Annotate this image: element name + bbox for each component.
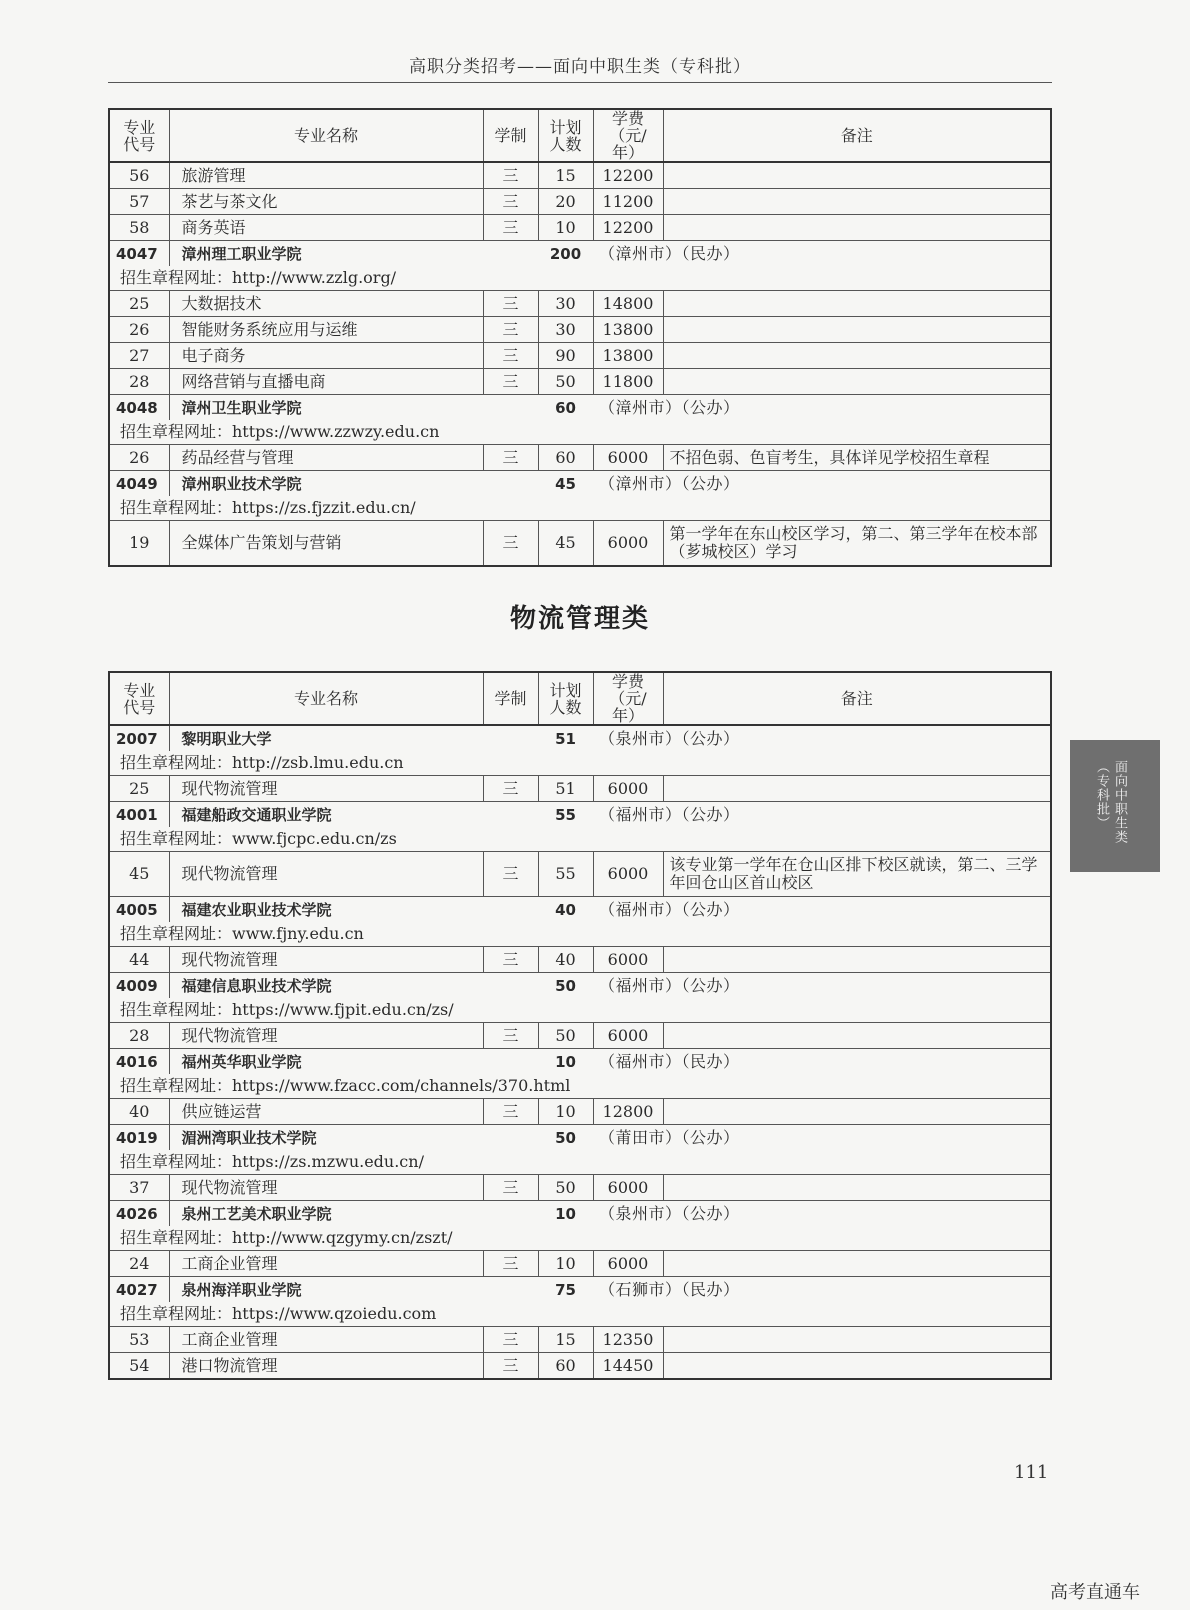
school-plan-count: 45 [538, 471, 593, 497]
major-plan: 10 [538, 1099, 593, 1125]
school-blank [483, 1125, 538, 1151]
school-plan-count: 10 [538, 1201, 593, 1227]
col-header-note: 备注 [663, 672, 1051, 725]
major-fee: 13800 [593, 317, 663, 343]
major-row [109, 291, 1051, 317]
major-code: 54 [109, 1353, 169, 1380]
major-plan: 50 [538, 369, 593, 395]
major-system: 三 [483, 317, 538, 343]
major-name: 电子商务 [169, 343, 483, 369]
school-row [109, 1125, 1051, 1151]
school-blank [483, 725, 538, 751]
school-blank [483, 1201, 538, 1227]
major-system: 三 [483, 1099, 538, 1125]
major-name: 现代物流管理 [169, 776, 483, 802]
major-fee: 12350 [593, 1327, 663, 1353]
major-system: 三 [483, 1175, 538, 1201]
table-header-row [109, 672, 1051, 725]
school-code: 4005 [109, 897, 169, 923]
admissions-table-1 [108, 108, 1052, 567]
major-note [663, 1327, 1051, 1353]
school-blank [483, 395, 538, 421]
school-plan-count: 51 [538, 725, 593, 751]
major-system: 三 [483, 1327, 538, 1353]
major-row [109, 189, 1051, 215]
school-website-row [109, 496, 1051, 521]
watermark: 高考直通车 [1050, 1582, 1140, 1603]
major-row [109, 445, 1051, 471]
col-header-system: 学制 [483, 109, 538, 162]
major-fee: 14450 [593, 1353, 663, 1380]
school-website-row [109, 751, 1051, 776]
major-note [663, 1099, 1051, 1125]
major-fee: 6000 [593, 521, 663, 567]
school-plan-count: 40 [538, 897, 593, 923]
major-row [109, 1251, 1051, 1277]
major-fee: 6000 [593, 1175, 663, 1201]
school-website: 招生章程网址：www.fjny.edu.cn [109, 922, 1051, 947]
major-name: 现代物流管理 [169, 1175, 483, 1201]
major-plan: 15 [538, 162, 593, 189]
major-plan: 51 [538, 776, 593, 802]
school-blank [483, 897, 538, 923]
major-system: 三 [483, 1353, 538, 1380]
school-plan-count: 10 [538, 1049, 593, 1075]
major-plan: 10 [538, 1251, 593, 1277]
major-code: 27 [109, 343, 169, 369]
major-plan: 50 [538, 1175, 593, 1201]
school-website-row [109, 1074, 1051, 1099]
school-row [109, 973, 1051, 999]
col-header-name: 专业名称 [169, 672, 483, 725]
major-note [663, 189, 1051, 215]
side-tab-line2: （专科批） [1094, 760, 1109, 830]
running-header: 高职分类招考——面向中职生类（专科批） [409, 57, 751, 77]
major-note [663, 369, 1051, 395]
school-row [109, 471, 1051, 497]
school-row [109, 241, 1051, 267]
school-row [109, 897, 1051, 923]
school-code: 4001 [109, 802, 169, 828]
major-code: 25 [109, 291, 169, 317]
school-city-type: （福州市）（民办） [593, 1049, 1051, 1075]
major-name: 药品经营与管理 [169, 445, 483, 471]
major-row [109, 1023, 1051, 1049]
page-number: 111 [1014, 1462, 1049, 1483]
school-blank [483, 241, 538, 267]
school-city-type: （福州市）（公办） [593, 897, 1051, 923]
school-name: 泉州海洋职业学院 [169, 1277, 483, 1303]
major-plan: 55 [538, 852, 593, 897]
major-code: 19 [109, 521, 169, 567]
major-name: 工商企业管理 [169, 1327, 483, 1353]
major-note [663, 162, 1051, 189]
major-note [663, 1023, 1051, 1049]
major-fee: 12200 [593, 215, 663, 241]
major-system: 三 [483, 369, 538, 395]
school-website: 招生章程网址：www.fjcpc.edu.cn/zs [109, 827, 1051, 852]
school-city-type: （泉州市）（公办） [593, 725, 1051, 751]
major-name: 旅游管理 [169, 162, 483, 189]
school-name: 福建信息职业技术学院 [169, 973, 483, 999]
major-note [663, 947, 1051, 973]
major-code: 44 [109, 947, 169, 973]
school-row [109, 1049, 1051, 1075]
major-note [663, 1353, 1051, 1380]
major-plan: 30 [538, 291, 593, 317]
school-plan-count: 50 [538, 973, 593, 999]
major-code: 57 [109, 189, 169, 215]
major-system: 三 [483, 215, 538, 241]
major-row [109, 162, 1051, 189]
major-plan: 60 [538, 1353, 593, 1380]
school-blank [483, 802, 538, 828]
school-row [109, 802, 1051, 828]
major-plan: 40 [538, 947, 593, 973]
school-city-type: （漳州市）（公办） [593, 471, 1051, 497]
col-header-code: 专业代号 [109, 109, 169, 162]
section-title: 物流管理类 [509, 604, 650, 634]
school-website: 招生章程网址：https://zs.fjzzit.edu.cn/ [109, 496, 1051, 521]
school-website: 招生章程网址：http://zsb.lmu.edu.cn [109, 751, 1051, 776]
school-website: 招生章程网址：https://www.fzacc.com/channels/370.html [109, 1074, 1051, 1099]
major-fee: 11200 [593, 189, 663, 215]
school-blank [483, 1049, 538, 1075]
major-name: 智能财务系统应用与运维 [169, 317, 483, 343]
col-header-note: 备注 [663, 109, 1051, 162]
major-note [663, 776, 1051, 802]
school-city-type: （福州市）（公办） [593, 973, 1051, 999]
major-note: 第一学年在东山校区学习，第二、第三学年在校本部（芗城校区）学习 [663, 521, 1051, 567]
major-fee: 14800 [593, 291, 663, 317]
col-header-system: 学制 [483, 672, 538, 725]
major-name: 现代物流管理 [169, 947, 483, 973]
school-name: 福建农业职业技术学院 [169, 897, 483, 923]
major-name: 供应链运营 [169, 1099, 483, 1125]
major-code: 56 [109, 162, 169, 189]
major-plan: 60 [538, 445, 593, 471]
major-system: 三 [483, 291, 538, 317]
major-plan: 15 [538, 1327, 593, 1353]
major-fee: 12200 [593, 162, 663, 189]
header-rule [108, 82, 1052, 83]
school-website-row [109, 420, 1051, 445]
col-header-name: 专业名称 [169, 109, 483, 162]
school-name: 漳州职业技术学院 [169, 471, 483, 497]
school-code: 4026 [109, 1201, 169, 1227]
school-code: 4049 [109, 471, 169, 497]
major-system: 三 [483, 852, 538, 897]
school-website-row [109, 827, 1051, 852]
school-name: 漳州卫生职业学院 [169, 395, 483, 421]
admissions-table-2 [108, 671, 1052, 1380]
school-blank [483, 973, 538, 999]
major-row [109, 215, 1051, 241]
major-fee: 12800 [593, 1099, 663, 1125]
school-row [109, 1201, 1051, 1227]
school-city-type: （漳州市）（公办） [593, 395, 1051, 421]
major-plan: 45 [538, 521, 593, 567]
major-system: 三 [483, 521, 538, 567]
school-row [109, 1277, 1051, 1303]
school-code: 4047 [109, 241, 169, 267]
major-fee: 6000 [593, 1251, 663, 1277]
major-code: 25 [109, 776, 169, 802]
school-website: 招生章程网址：https://www.fjpit.edu.cn/zs/ [109, 998, 1051, 1023]
major-fee: 6000 [593, 852, 663, 897]
major-code: 26 [109, 445, 169, 471]
school-website-row [109, 1150, 1051, 1175]
side-tab-line1: 面向中职生类 [1112, 760, 1127, 844]
major-plan: 50 [538, 1023, 593, 1049]
major-note [663, 291, 1051, 317]
major-row [109, 1099, 1051, 1125]
major-name: 网络营销与直播电商 [169, 369, 483, 395]
major-code: 24 [109, 1251, 169, 1277]
school-website: 招生章程网址：https://www.qzoiedu.com [109, 1302, 1051, 1327]
major-row [109, 1353, 1051, 1380]
major-code: 26 [109, 317, 169, 343]
major-name: 全媒体广告策划与营销 [169, 521, 483, 567]
major-name: 茶艺与茶文化 [169, 189, 483, 215]
major-row [109, 1175, 1051, 1201]
col-header-fee: 学费（元/年） [593, 672, 663, 725]
section-side-tab [1070, 740, 1160, 872]
school-code: 4027 [109, 1277, 169, 1303]
major-plan: 90 [538, 343, 593, 369]
major-system: 三 [483, 776, 538, 802]
school-plan-count: 55 [538, 802, 593, 828]
major-row [109, 317, 1051, 343]
school-name: 漳州理工职业学院 [169, 241, 483, 267]
major-system: 三 [483, 189, 538, 215]
major-code: 40 [109, 1099, 169, 1125]
major-name: 现代物流管理 [169, 852, 483, 897]
major-name: 工商企业管理 [169, 1251, 483, 1277]
school-city-type: （石狮市）（民办） [593, 1277, 1051, 1303]
major-system: 三 [483, 1251, 538, 1277]
school-city-type: （福州市）（公办） [593, 802, 1051, 828]
school-code: 4016 [109, 1049, 169, 1075]
major-fee: 11800 [593, 369, 663, 395]
col-header-plan: 计划人数 [538, 109, 593, 162]
school-name: 泉州工艺美术职业学院 [169, 1201, 483, 1227]
major-note: 该专业第一学年在仓山区排下校区就读，第二、三学年回仓山区首山校区 [663, 852, 1051, 897]
school-row [109, 725, 1051, 751]
school-city-type: （漳州市）（民办） [593, 241, 1051, 267]
table-header-row [109, 109, 1051, 162]
major-plan: 20 [538, 189, 593, 215]
school-city-type: （莆田市）（公办） [593, 1125, 1051, 1151]
major-note [663, 343, 1051, 369]
school-website: 招生章程网址：http://www.qzgymy.cn/zszt/ [109, 1226, 1051, 1251]
major-code: 58 [109, 215, 169, 241]
school-plan-count: 60 [538, 395, 593, 421]
major-row [109, 852, 1051, 897]
school-website-row [109, 266, 1051, 291]
school-row [109, 395, 1051, 421]
col-header-plan: 计划人数 [538, 672, 593, 725]
major-code: 28 [109, 1023, 169, 1049]
major-row [109, 369, 1051, 395]
school-website-row [109, 922, 1051, 947]
school-plan-count: 50 [538, 1125, 593, 1151]
major-note [663, 317, 1051, 343]
school-code: 4048 [109, 395, 169, 421]
major-code: 53 [109, 1327, 169, 1353]
col-header-fee: 学费（元/年） [593, 109, 663, 162]
school-name: 福州英华职业学院 [169, 1049, 483, 1075]
major-row [109, 947, 1051, 973]
major-system: 三 [483, 445, 538, 471]
major-system: 三 [483, 947, 538, 973]
major-note [663, 215, 1051, 241]
school-website: 招生章程网址：https://www.zzwzy.edu.cn [109, 420, 1051, 445]
major-system: 三 [483, 162, 538, 189]
school-blank [483, 471, 538, 497]
school-website-row [109, 998, 1051, 1023]
school-plan-count: 75 [538, 1277, 593, 1303]
major-name: 大数据技术 [169, 291, 483, 317]
major-system: 三 [483, 343, 538, 369]
major-code: 45 [109, 852, 169, 897]
school-website: 招生章程网址：https://zs.mzwu.edu.cn/ [109, 1150, 1051, 1175]
major-fee: 6000 [593, 1023, 663, 1049]
major-plan: 10 [538, 215, 593, 241]
major-row [109, 776, 1051, 802]
major-name: 港口物流管理 [169, 1353, 483, 1380]
school-website-row [109, 1226, 1051, 1251]
major-note [663, 1251, 1051, 1277]
school-city-type: （泉州市）（公办） [593, 1201, 1051, 1227]
major-fee: 6000 [593, 776, 663, 802]
major-code: 37 [109, 1175, 169, 1201]
school-name: 黎明职业大学 [169, 725, 483, 751]
school-plan-count: 200 [538, 241, 593, 267]
school-name: 湄洲湾职业技术学院 [169, 1125, 483, 1151]
school-blank [483, 1277, 538, 1303]
major-row [109, 1327, 1051, 1353]
school-website: 招生章程网址：http://www.zzlg.org/ [109, 266, 1051, 291]
school-website-row [109, 1302, 1051, 1327]
major-row [109, 521, 1051, 567]
major-name: 现代物流管理 [169, 1023, 483, 1049]
major-name: 商务英语 [169, 215, 483, 241]
school-code: 4019 [109, 1125, 169, 1151]
major-fee: 13800 [593, 343, 663, 369]
major-note: 不招色弱、色盲考生，具体详见学校招生章程 [663, 445, 1051, 471]
major-fee: 6000 [593, 947, 663, 973]
major-note [663, 1175, 1051, 1201]
school-name: 福建船政交通职业学院 [169, 802, 483, 828]
major-code: 28 [109, 369, 169, 395]
major-row [109, 343, 1051, 369]
major-fee: 6000 [593, 445, 663, 471]
major-plan: 30 [538, 317, 593, 343]
school-code: 4009 [109, 973, 169, 999]
col-header-code: 专业代号 [109, 672, 169, 725]
school-code: 2007 [109, 725, 169, 751]
major-system: 三 [483, 1023, 538, 1049]
